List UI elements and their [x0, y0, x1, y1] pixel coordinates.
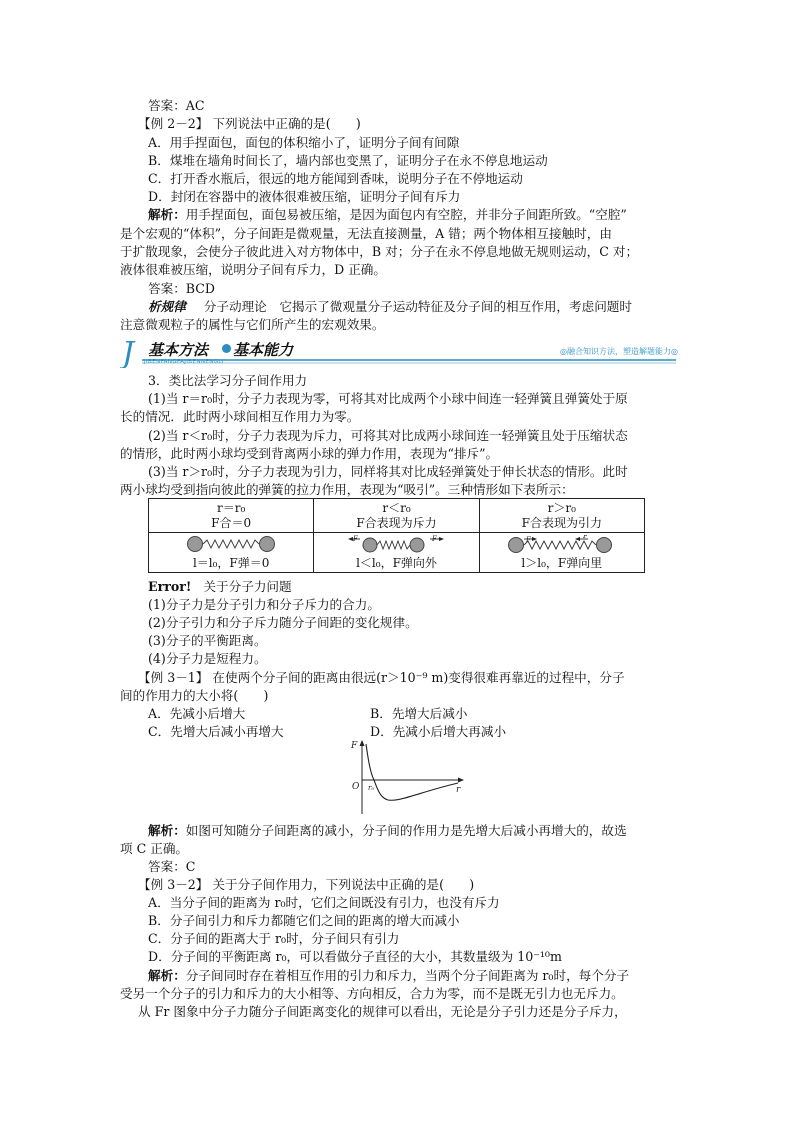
y-axis-label: F — [351, 741, 358, 751]
paragraph-line: 长的情况．此时两小球间相互作用力为零。 — [120, 409, 360, 424]
answer-text: 答案：AC — [148, 98, 205, 113]
example-2-2-question — [138, 115, 361, 132]
table-head: r＞r₀ — [547, 500, 576, 515]
banner-pinyin: JIBENFANGFAJIBENNENGLI — [144, 359, 224, 365]
option-c: C．打开香水瓶后，很远的地方能闻到香味，说明分子在不停地运动 — [148, 171, 523, 186]
table-caption: l＝l₀，F弹＝0 — [192, 556, 270, 570]
rule-label: 析规律 — [148, 299, 186, 314]
section-banner — [120, 338, 680, 368]
example-label: 【例 2－2】 — [138, 116, 209, 131]
example-3-1-question — [138, 669, 625, 686]
error-title: 关于分子力问题 — [203, 579, 292, 594]
option-d: D．分子间的平衡距离 r₀，可以看做分子直径的大小，其数量级为 10⁻¹⁰m — [148, 949, 562, 964]
analysis-line: 是个宏观的“体积”，分子间距是微观量，无法直接测量，A 错；两个物体相互接触时，由 — [120, 226, 612, 241]
option-a: A．当分子间的距离为 r₀时，它们之间既没有引力，也没有斥力 — [148, 895, 500, 910]
force-distance-graph — [350, 738, 470, 820]
table-cell — [479, 533, 644, 573]
question-text: 关于分子间作用力，下列说法中正确的是( ) — [212, 877, 475, 892]
table-cell — [149, 533, 314, 573]
example-label: 【例 3－2】 — [138, 877, 209, 892]
table-caption: l＞l₀，F弹向里 — [521, 556, 603, 570]
option-b: B．煤堆在墙角时间长了，墙内部也变黑了，证明分子在永不停息地运动 — [148, 153, 548, 168]
option-a: A．先减小后增大 — [148, 706, 246, 721]
error-heading — [148, 578, 292, 595]
rule-line — [148, 298, 632, 315]
analysis-line: 项 C 正确。 — [120, 841, 189, 856]
list-item: (4)分子力是短程力。 — [148, 651, 267, 666]
question-text: 在使两个分子间的距离由很远(r＞10⁻⁹ m)变得很难再靠近的过程中，分子 — [212, 670, 625, 685]
option-b: B．分子间引力和斥力都随它们之间的距离的增大而减小 — [148, 913, 460, 928]
list-item: (2)分子引力和分子斥力随分子间距的变化规律。 — [148, 615, 418, 630]
spring-analogy-table — [148, 498, 645, 573]
paragraph-line: (3)当 r＞r₀时，分子力表现为引力，同样将其对比成轻弹簧处于伸长状态的情形。此时 — [148, 464, 628, 479]
force-label: F — [582, 535, 588, 540]
force-label: F — [353, 535, 359, 543]
force-label: F — [432, 535, 438, 543]
list-item: (3)分子的平衡距离。 — [148, 633, 267, 648]
example-3-2-question — [138, 876, 474, 893]
analysis-line: 受另一个分子的引力和斥力的大小相等、方向相反，合力为零，而不是既无引力也无斥力。 — [120, 986, 624, 1001]
option-d: D．封闭在容器中的液体很难被压缩，证明分子间有斥力 — [148, 189, 461, 204]
table-cell — [149, 499, 314, 533]
analysis-line — [148, 822, 627, 839]
analysis-label: 解析： — [148, 207, 186, 222]
banner-title-2: 基本能力 — [233, 341, 294, 359]
paragraph-line: 的情形，此时两小球均受到背离两小球的弹力作用，表现为“排斥”。 — [120, 446, 499, 461]
analysis-line: 从 Fr 图象中分子力随分子间距离变化的规律可以看出，无论是分子引力还是分子斥力， — [138, 1004, 627, 1019]
analysis-text: 如图可知随分子间距离的减小，分子间的作用力是先增大后减小再增大的，故选 — [185, 823, 627, 838]
r0-label: r₀ — [368, 784, 375, 792]
analysis-line: 于扩散现象，会使分子彼此进入对方物体中，B 对；分子在永不停息地做无规则运动，C 对； — [120, 244, 639, 259]
force-curve — [366, 744, 458, 800]
force-label: F — [525, 536, 531, 544]
spring-stretched-figure — [507, 535, 617, 553]
analysis-text: 用手捏面包，面包易被压缩，是因为面包内有空腔，并非分子间距所致。“空腔” — [185, 207, 627, 222]
table-head: r＜r₀ — [382, 500, 411, 515]
option-a: A．用手捏面包，面包的体积缩小了，证明分子间有间隙 — [148, 135, 460, 150]
origin-label: O — [352, 782, 360, 792]
rule-text: 分子动理论 它揭示了微观量分子运动特征及分子间的相互作用，考虑问题时 — [203, 299, 632, 314]
paragraph-line: (1)当 r＝r₀时，分子力表现为零，可将其对比成两个小球中间连一轻弹簧且弹簧处于原 — [148, 391, 628, 406]
section-heading: 3．类比法学习分子间作用力 — [148, 373, 308, 388]
question-text: 下列说法中正确的是( ) — [212, 116, 361, 131]
option-c: C．分子间的距离大于 r₀时，分子间只有引力 — [148, 931, 400, 946]
paragraph-line: (2)当 r＜r₀时，分子力表现为斥力，可将其对比成两小球间连一轻弹簧且处于压缩状态 — [148, 428, 628, 443]
analysis-line: 液体很难被压缩，说明分子间有斥力，D 正确。 — [120, 262, 386, 277]
spring-equilibrium-figure — [186, 535, 276, 553]
option-c: C．先增大后减小再增大 — [148, 724, 284, 739]
rule-line: 注意微观粒子的属性与它们所产生的宏观效果。 — [120, 317, 385, 332]
list-item: (1)分子力是分子引力和分子斥力的合力。 — [148, 597, 380, 612]
error-label: Error! — [148, 579, 192, 594]
y-axis-arrow — [360, 740, 365, 746]
analysis-label: 解析： — [148, 968, 186, 983]
table-subhead: F合＝0 — [211, 515, 252, 530]
x-axis-label: r — [456, 785, 461, 795]
table-cell — [479, 499, 644, 533]
table-caption: l＜l₀，F弹向外 — [356, 556, 437, 570]
analysis-label: 解析： — [148, 823, 186, 838]
banner-slogan: ◎融合知识方法，塑造解题能力◎ — [560, 347, 678, 356]
analysis-line — [148, 967, 629, 984]
table-cell — [314, 533, 479, 573]
table-cell — [314, 499, 479, 533]
banner-title: 基本方法 — [148, 341, 209, 359]
example-label: 【例 3－1】 — [138, 670, 209, 685]
option-d: D．先减小后增大再减小 — [370, 724, 507, 739]
banner-dot-icon — [222, 344, 231, 353]
analysis-line — [148, 206, 627, 223]
question-text: 间的作用力的大小将( ) — [120, 688, 269, 703]
answer-text: 答案：C — [148, 859, 196, 874]
paragraph-line: 两小球均受到指向彼此的弹簧的拉力作用，表现为“吸引”。三种情形如下表所示： — [120, 482, 574, 497]
option-b: B．先增大后减小 — [370, 706, 468, 721]
force-curve-svg — [350, 738, 470, 816]
analysis-text: 分子间同时存在着相互作用的引力和斥力，当两个分子间距离为 r₀时，每个分子 — [185, 968, 630, 983]
table-subhead: F合表现为引力 — [521, 515, 602, 530]
table-head: r＝r₀ — [217, 500, 246, 515]
answer-text: 答案：BCD — [148, 281, 216, 296]
banner-j-letter: J — [122, 338, 135, 368]
spring-compressed-figure — [346, 535, 446, 553]
table-subhead: F合表现为斥力 — [356, 515, 437, 530]
x-axis-arrow — [458, 778, 464, 783]
